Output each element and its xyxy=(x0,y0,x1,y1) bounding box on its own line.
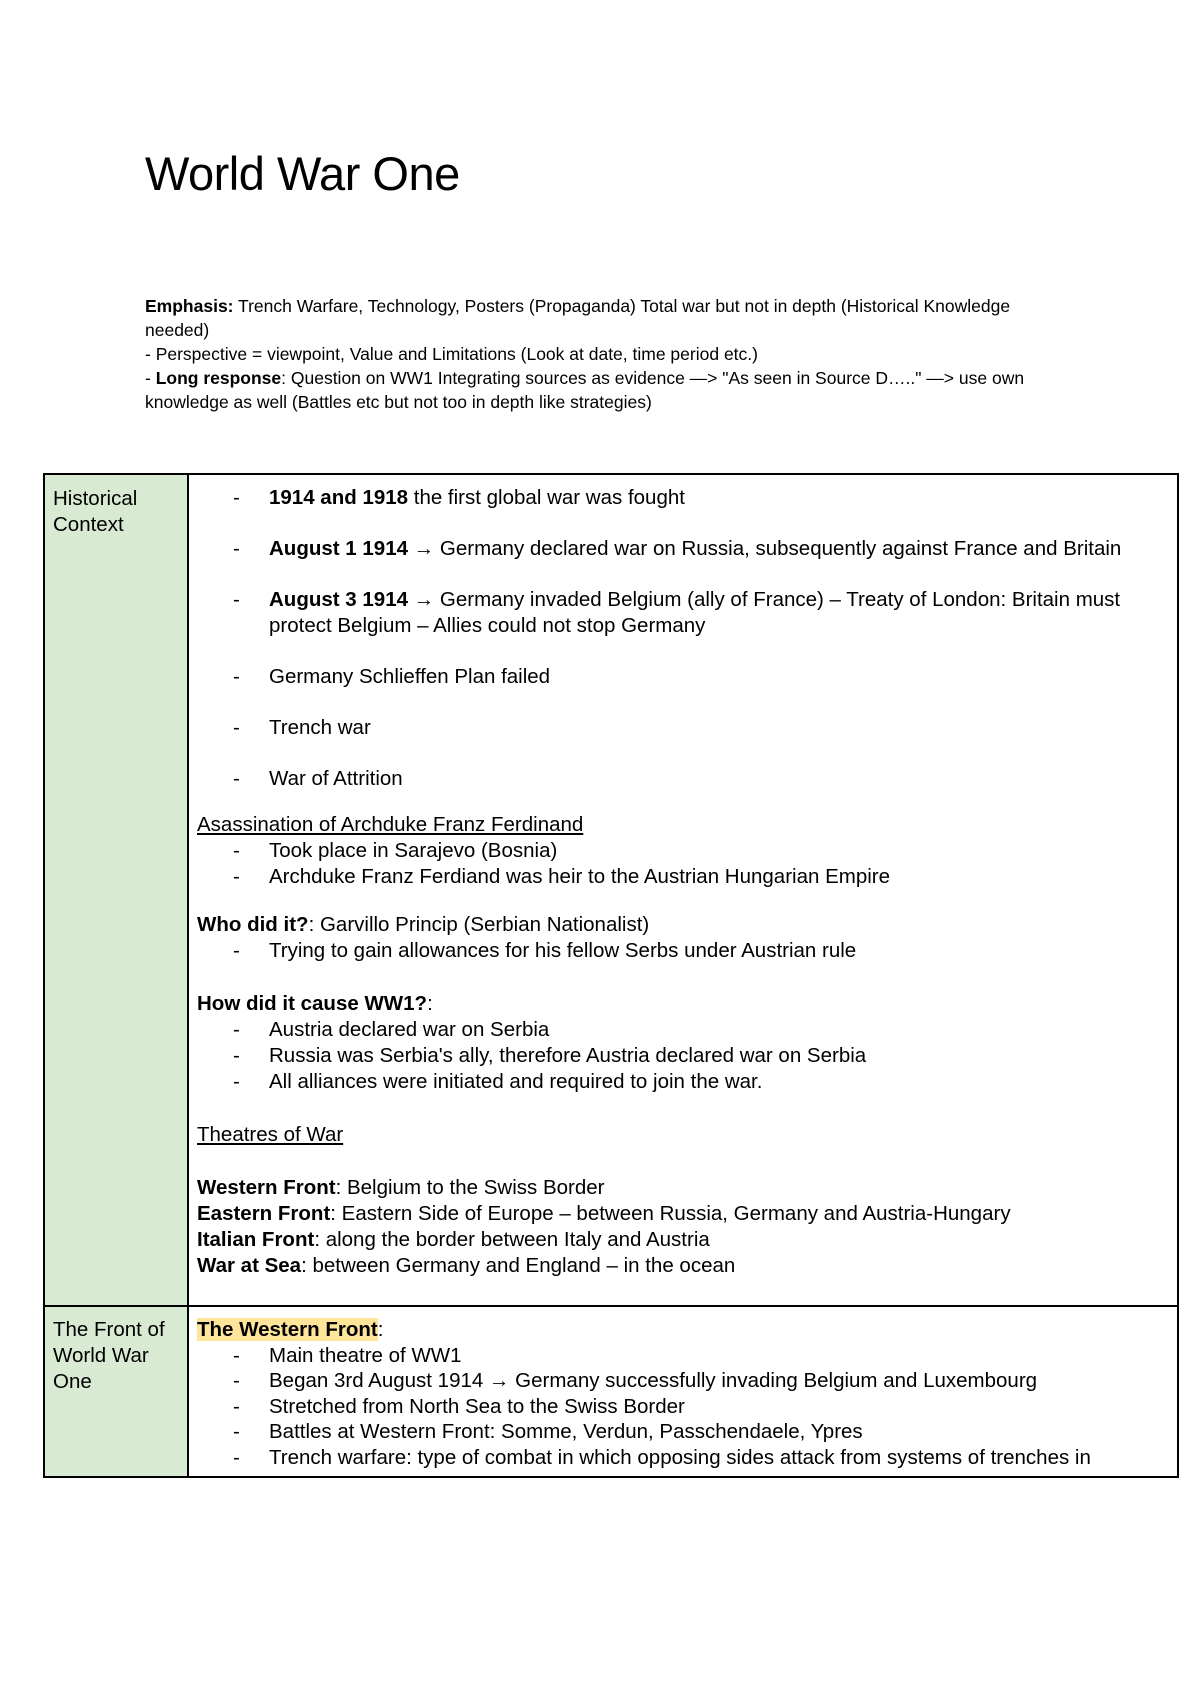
front-line xyxy=(197,1227,1167,1253)
how-cause-line xyxy=(197,991,1167,1017)
front-text: : Eastern Side of Europe – between Russia, Germany and Austria-Hungary xyxy=(330,1202,1011,1225)
list-item: - All alliances were initiated and required to join the war. xyxy=(197,1069,1167,1095)
who-did-it-list xyxy=(197,938,1167,964)
emphasis-text: Trench Warfare, Technology, Posters (Propaganda) Total war but not in depth (Historical Knowledge needed) xyxy=(145,296,1011,340)
historical-context-content-cell xyxy=(188,474,1178,1306)
front-content xyxy=(189,1307,1177,1476)
front-line xyxy=(197,1201,1167,1227)
front-label: Eastern Front xyxy=(197,1202,331,1225)
assassination-heading: Asassination of Archduke Franz Ferdinand xyxy=(197,813,584,836)
perspective-line: - Perspective = viewpoint, Value and Limitations (Look at date, time period etc.) xyxy=(145,344,758,364)
list-item: - Archduke Franz Ferdiand was heir to the Austrian Hungarian Empire xyxy=(197,864,1167,890)
how-cause-text: : xyxy=(427,992,433,1015)
who-did-it-line xyxy=(197,912,1167,938)
list-item xyxy=(197,536,1167,562)
list-item: - Took place in Sarajevo (Bosnia) xyxy=(197,838,1167,864)
front-text: : between Germany and England – in the ocean xyxy=(301,1254,736,1277)
emphasis-line xyxy=(145,294,1065,342)
how-cause-label: How did it cause WW1? xyxy=(197,992,428,1015)
bullet-text: Trench war xyxy=(269,716,371,739)
front-text: : along the border between Italy and Austria xyxy=(314,1228,710,1251)
historical-context-row xyxy=(44,474,1178,1306)
long-response-line xyxy=(145,366,1065,414)
list-item: - Battles at Western Front: Somme, Verdun, Passchendaele, Ypres xyxy=(197,1419,1167,1445)
bullet-bold: 1914 and 1918 xyxy=(269,486,409,509)
how-cause-list xyxy=(197,1017,1167,1095)
historical-context-label: Historical Context xyxy=(53,487,138,536)
who-did-it-text: : Garvillo Princip (Serbian Nationalist) xyxy=(308,913,650,936)
list-item: - Austria declared war on Serbia xyxy=(197,1017,1167,1043)
theatres-heading: Theatres of War xyxy=(197,1123,344,1146)
bullet-text: War of Attrition xyxy=(269,767,403,790)
list-item: - Trench warfare: type of combat in which opposing sides attack from systems of trenches in xyxy=(197,1445,1167,1471)
list-item xyxy=(197,587,1167,639)
bullet-bold: August 3 1914 xyxy=(269,588,408,611)
front-content-cell xyxy=(188,1306,1178,1477)
list-item: - Main theatre of WW1 xyxy=(197,1343,1167,1369)
list-item: - Began 3rd August 1914 → Germany successfully invading Belgium and Luxembourg xyxy=(197,1368,1167,1394)
long-response-text: : Question on WW1 Integrating sources as evidence —> "As seen in Source D….." —> use own knowledge as well (Battles etc but not too in depth like strategies) xyxy=(145,368,1025,412)
long-response-prefix: - xyxy=(145,368,156,388)
historical-context-content xyxy=(189,475,1177,1305)
list-item: - Trying to gain allowances for his fellow Serbs under Austrian rule xyxy=(197,938,1167,964)
western-front-heading-line xyxy=(197,1317,1167,1343)
front-line xyxy=(197,1175,1167,1201)
bullet-text: → Germany declared war on Russia, subsequently against France and Britain xyxy=(408,537,1122,560)
front-text: : Belgium to the Swiss Border xyxy=(335,1176,605,1199)
front-label: Western Front xyxy=(197,1176,336,1199)
bullet-bold: August 1 1914 xyxy=(269,537,408,560)
front-line xyxy=(197,1253,1167,1279)
long-response-label: Long response xyxy=(155,368,282,388)
list-item xyxy=(197,664,1167,690)
western-front-list xyxy=(197,1343,1167,1471)
bullet-text: → Germany invaded Belgium (ally of France) – Treaty of London: Britain must protect Belgium – Allies could not stop Germany xyxy=(269,588,1121,637)
western-front-heading: The Western Front xyxy=(197,1318,378,1341)
page-title: World War One xyxy=(145,147,460,200)
bullet-text: the first global war was fought xyxy=(408,486,685,509)
front-of-war-label: The Front of World War One xyxy=(53,1318,165,1393)
front-row xyxy=(44,1306,1178,1477)
assassination-list xyxy=(197,838,1167,890)
intro-notes xyxy=(145,294,1065,414)
front-label: Italian Front xyxy=(197,1228,315,1251)
historical-bullets xyxy=(197,485,1167,792)
list-item xyxy=(197,766,1167,792)
list-item: - Russia was Serbia's ally, therefore Austria declared war on Serbia xyxy=(197,1043,1167,1069)
who-did-it-label: Who did it? xyxy=(197,913,309,936)
list-item: - Stretched from North Sea to the Swiss Border xyxy=(197,1394,1167,1420)
bullet-text: Germany Schlieffen Plan failed xyxy=(269,665,551,688)
front-label: War at Sea xyxy=(197,1254,302,1277)
list-item xyxy=(197,715,1167,741)
list-item xyxy=(197,485,1167,511)
notes-table xyxy=(43,473,1179,1478)
historical-context-label-cell xyxy=(44,474,188,1306)
heading-suffix: : xyxy=(377,1318,384,1341)
emphasis-label: Emphasis: xyxy=(145,296,234,316)
front-label-cell xyxy=(44,1306,188,1477)
